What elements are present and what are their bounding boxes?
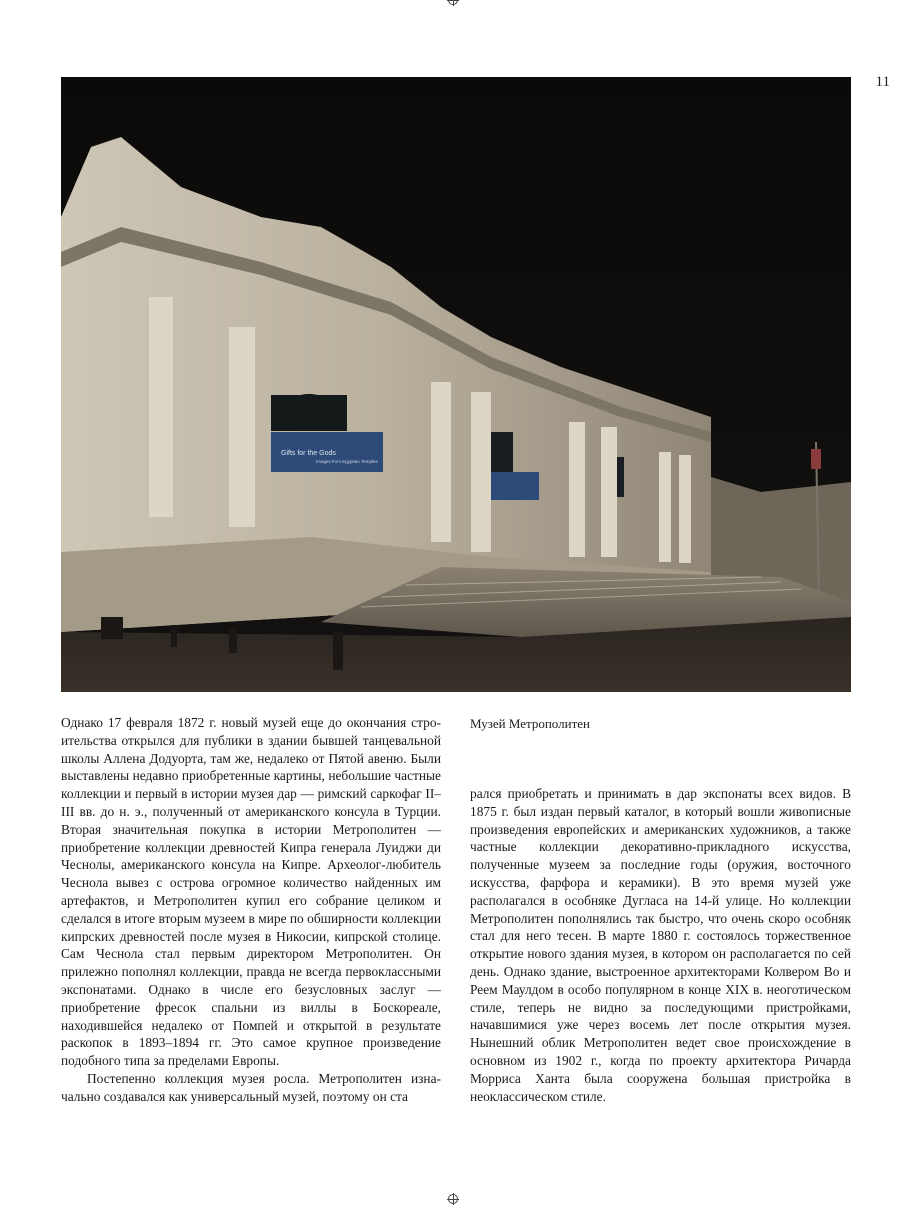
- museum-photo: [61, 77, 851, 692]
- banner-left-subtext: Images from Egyptian Temples: [316, 459, 378, 464]
- right-paragraph-1: рался приобретать и принимать в дар экспонаты всех видов. В 1875 г. был издан первый каталог, в который вошли живописные произведения европейских и американских художников, а также частные коллекции декоративно-прикладного искусства, полученные музеем за последние годы (оружия, восточного искусства, фарфора и керамики). В это время музей уже располагался в особняке Дугласа на 14-й улице. Но коллекции Метрополитен пополнялись так быстро, что очень скоро особняк стал для него тесен. В марте 1880 г. состоялось торжественное открытие нового здания музея, в котором он располагается по сей день. Однако здание, выстроенное архитекторами Колвером Во и Реем Маулдом в особо популярном в конце XIX в. неоготическом стиле, теперь не видно за последующими пристройками, начавшимися уже через восемь лет после открытия музея. Нынешний облик Метрополитен ведет свое происхождение в основном из 1902 г., когда по проекту архитектора Ричарда Морриса Ханта была сооружена большая пристройка в неоклассическом стиле.: [470, 786, 851, 1104]
- registration-mark-bottom: [448, 1194, 458, 1204]
- right-text-column: [470, 785, 851, 1105]
- banner-left-text: Gifts for the Gods: [281, 450, 336, 457]
- left-paragraph-2: Постепенно коллекция музея росла. Метрополитен изначально создавался как универсальный музей, поэтому он ста: [61, 1070, 441, 1104]
- photo-caption: Музей Метрополитен: [470, 716, 590, 731]
- left-paragraph-1: Однако 17 февраля 1872 г. новый музей еще до окончания строительства открылся для публики в здании бывшей танцевальной школы Аллена Додуорта, там же, недалеко от Пятой авеню. Были выставлены недавно приобретенные картины, небольшие частные коллекции и первый в истории музея дар — римский саркофаг II–III вв. до н. э., полученный от американского консула в Турции. Вторая значительная покупка в истории Метрополитен — приобретение коллекции древностей Кипра генерала Луиджи ди Чеснолы, американского консула на Кипре. Археолог-любитель Чеснола вывез с острова огромное количество найденных им артефактов, и Метрополитен купил его собрание целиком и сделался в итоге вторым музеем в мире по обширности коллекции кипрских древностей после музея в Никосии, кипрской столице. Сам Чеснола стал первым директором Метрополитен. Он прилежно пополнял коллекции, правда не всегда первоклассными экспонатами. Однако в числе его безусловных заслуг — приобретение фресок спальни из виллы в Боскореале, находившейся недалеко от Помпей и открытой в результате раскопок в 1893–1894 гг. Это самое крупное произведение подобного типа за пределами Европы.: [61, 715, 441, 1069]
- registration-mark-top: [448, 0, 458, 5]
- left-text-column: [61, 714, 441, 1106]
- page-number: 11: [875, 74, 890, 90]
